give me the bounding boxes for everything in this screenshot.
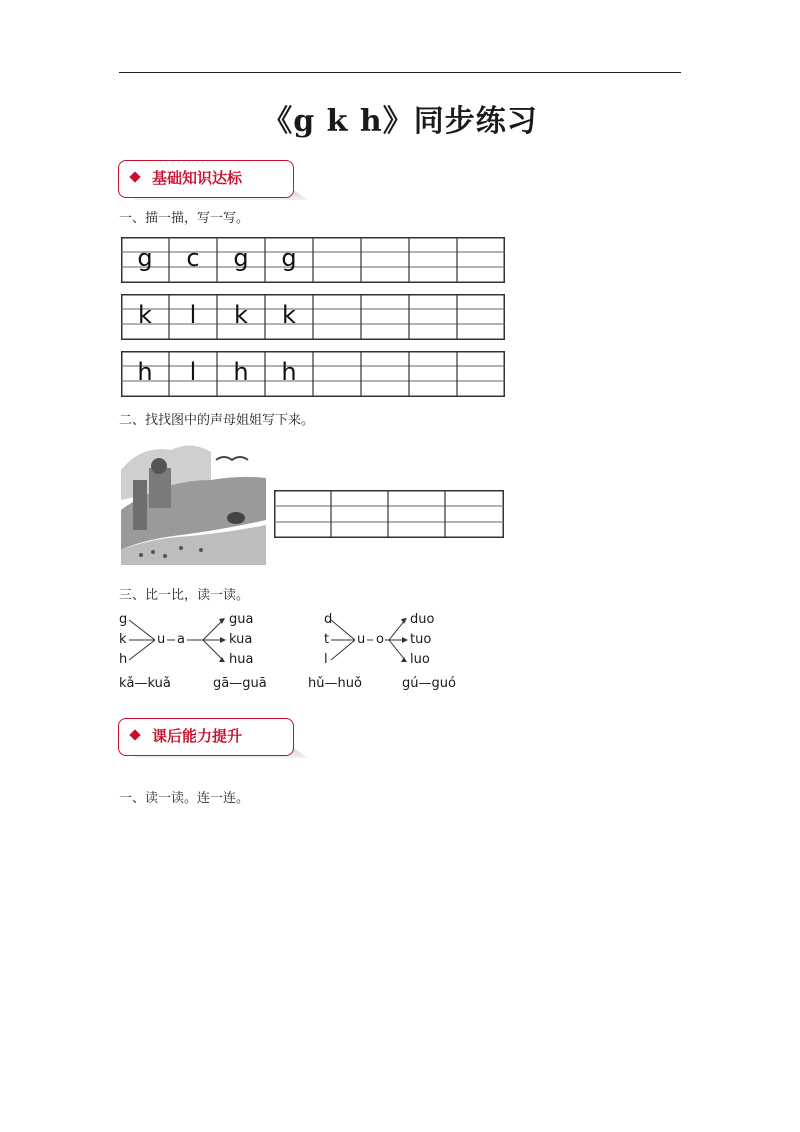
grid-letter: g xyxy=(281,244,297,272)
result-syllable: kua xyxy=(229,632,253,647)
grid-letter: l xyxy=(189,301,197,329)
writing-grid-row-2 xyxy=(121,294,505,340)
header-rule xyxy=(119,72,681,73)
grid-letter: g xyxy=(233,244,249,272)
initial-letter: h xyxy=(119,652,128,667)
grid-letter: k xyxy=(282,301,296,329)
initial-letter: l xyxy=(324,652,328,667)
initial-letter: t xyxy=(324,632,330,647)
medial-letter: u xyxy=(157,632,166,647)
question-4-prompt: 一、读一读。连一连。 xyxy=(119,791,250,806)
writing-grid-row-3 xyxy=(121,351,505,397)
question-2-prompt: 二、找找图中的声母姐姐写下来。 xyxy=(119,413,315,428)
result-syllable: tuo xyxy=(410,632,432,647)
illustration-image xyxy=(121,440,266,565)
grid-letter: g xyxy=(137,244,153,272)
question-1-prompt: 一、描一描，写一写。 xyxy=(119,211,250,226)
initial-letter: k xyxy=(119,632,127,647)
result-syllable: luo xyxy=(410,652,430,667)
grid-letter: h xyxy=(137,358,153,386)
grid-letter: k xyxy=(234,301,248,329)
medial-letter: u xyxy=(357,632,366,647)
compare-pair: hǔ—huǒ xyxy=(308,676,362,691)
section-banner-basic xyxy=(118,160,308,200)
compare-pair: kǎ—kuǎ xyxy=(119,676,171,691)
grid-letter: c xyxy=(186,244,200,272)
section-banner-advanced xyxy=(118,718,308,758)
page-title: 《g k h》同步练习 xyxy=(262,104,538,139)
connector-lines xyxy=(119,610,459,680)
compare-pair: gā—guā xyxy=(213,676,267,691)
initial-letter: d xyxy=(324,612,333,627)
result-syllable: gua xyxy=(229,612,254,627)
question-3-prompt: 三、比一比，读一读。 xyxy=(119,588,250,603)
result-syllable: duo xyxy=(410,612,435,627)
writing-grid-row-1 xyxy=(121,237,505,283)
pinyin-compare-diagram xyxy=(119,610,459,700)
grid-letter: k xyxy=(138,301,152,329)
final-letter: o xyxy=(376,632,384,647)
section-heading: 基础知识达标 xyxy=(152,169,243,187)
grid-letter: h xyxy=(233,358,249,386)
section-heading: 课后能力提升 xyxy=(152,727,243,745)
initial-letter: g xyxy=(119,612,128,627)
grid-letter: h xyxy=(281,358,297,386)
answer-grid xyxy=(274,490,504,538)
grid-letter: l xyxy=(189,358,197,386)
result-syllable: hua xyxy=(229,652,254,667)
compare-pair: gú—guó xyxy=(402,676,456,691)
final-letter: a xyxy=(177,632,185,647)
